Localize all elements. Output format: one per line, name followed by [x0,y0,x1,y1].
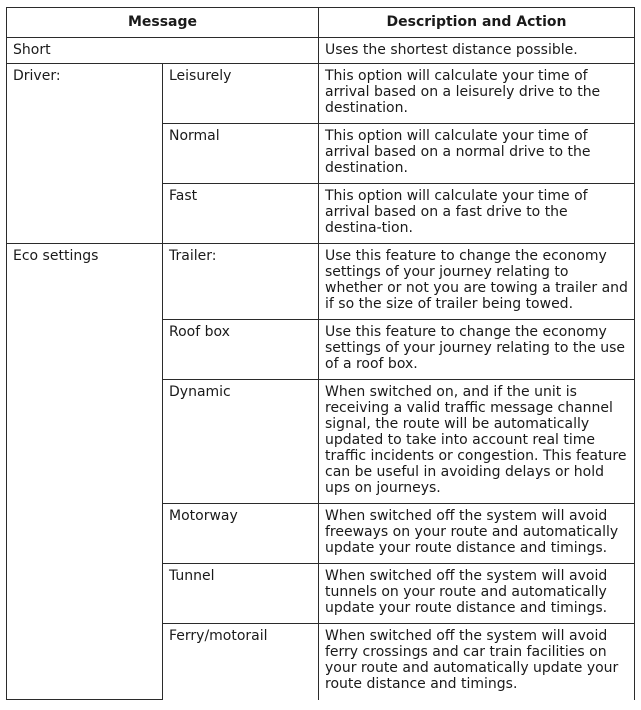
driver-fast-description: This option will calculate your time of arrival based on a fast drive to the destina-tion. [319,184,635,244]
driver-normal-description: This option will calculate your time of arrival based on a normal drive to the destination. [319,124,635,184]
driver-leisurely-description: This option will calculate your time of arrival based on a leisurely drive to the destination. [319,64,635,124]
eco-option-ferry-motorail: Ferry/motorail [163,624,319,700]
eco-roof-box-description: Use this feature to change the economy settings of your journey relating to the use of a roof box. [319,320,635,380]
eco-option-trailer: Trailer: [163,244,319,320]
driver-option-fast: Fast [163,184,319,244]
eco-option-dynamic: Dynamic [163,380,319,504]
driver-group-label: Driver: [7,64,163,244]
table-row [7,38,635,64]
table-row [7,64,635,124]
eco-ferry-motorail-description: When switched off the system will avoid ferry crossings and car train facilities on your route and automatically update your route distance and timings. [319,624,635,700]
driver-option-leisurely: Leisurely [163,64,319,124]
row-short-description: Uses the shortest distance possible. [319,38,635,64]
eco-settings-group-label: Eco settings [7,244,163,700]
driver-option-normal: Normal [163,124,319,184]
eco-tunnel-description: When switched off the system will avoid tunnels on your route and automatically update your route distance and timings. [319,564,635,624]
row-short-message: Short [7,38,319,64]
header-description: Description and Action [319,8,635,38]
table-row [7,244,635,320]
table-header-row [7,8,635,38]
eco-motorway-description: When switched off the system will avoid freeways on your route and automatically update your route distance and timings. [319,504,635,564]
eco-option-motorway: Motorway [163,504,319,564]
eco-trailer-description: Use this feature to change the economy settings of your journey relating to whether or not you are towing a trailer and if so the size of trailer being towed. [319,244,635,320]
eco-option-roof-box: Roof box [163,320,319,380]
navigation-options-table [6,7,635,700]
eco-dynamic-description: When switched on, and if the unit is receiving a valid traffic message channel signal, the route will be automatically updated to take into account real time traffic incidents or congestion. This feature can be useful in avoiding delays or hold ups on journeys. [319,380,635,504]
eco-option-tunnel: Tunnel [163,564,319,624]
header-message: Message [7,8,319,38]
